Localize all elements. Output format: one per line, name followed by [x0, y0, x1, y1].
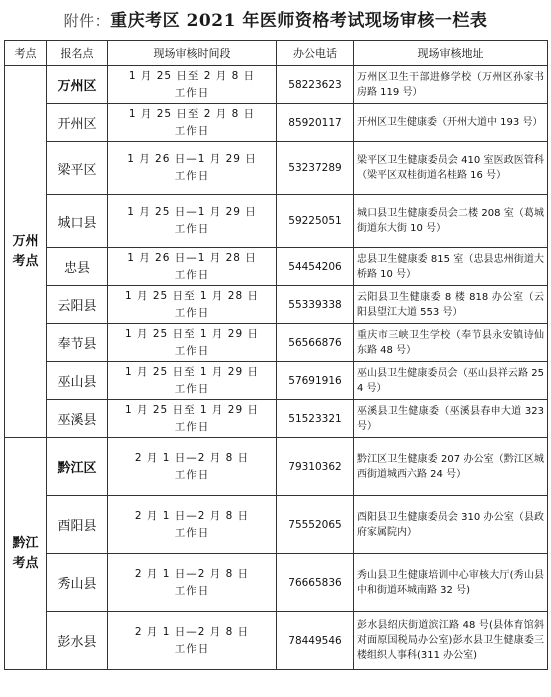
- site-cell: 城口县: [47, 195, 108, 248]
- period-cell: 2 月 1 日—2 月 8 日 工作日: [108, 554, 277, 612]
- phone-cell: 57691916: [277, 362, 354, 400]
- header-site: 报名点: [47, 41, 108, 66]
- table-row: [5, 248, 548, 286]
- header-period: 现场审核时间段: [108, 41, 277, 66]
- address-cell: 秀山县卫生健康培训中心审核大厅(秀山县中和街道环城南路 32 号): [354, 554, 548, 612]
- address-cell: 云阳县卫生健康委 8 楼 818 办公室（云阳县望江大道 553 号）: [354, 286, 548, 324]
- phone-cell: 51523321: [277, 400, 354, 438]
- header-region: 考点: [5, 41, 47, 66]
- phone-cell: 75552065: [277, 496, 354, 554]
- period-cell: 1 月 25 日至 2 月 8 日 工作日: [108, 66, 277, 104]
- table-row: [5, 438, 548, 496]
- site-cell: 奉节县: [47, 324, 108, 362]
- table-row: [5, 496, 548, 554]
- phone-cell: 79310362: [277, 438, 354, 496]
- period-cell: 1 月 25 日至 2 月 8 日 工作日: [108, 104, 277, 142]
- period-cell: 2 月 1 日—2 月 8 日 工作日: [108, 496, 277, 554]
- period-cell: 1 月 25 日至 1 月 29 日 工作日: [108, 324, 277, 362]
- phone-cell: 76665836: [277, 554, 354, 612]
- address-cell: 彭水县绍庆街道滨江路 48 号(县体育馆斜对面原国税局办公室)彭水县卫生健康委三楼组织人事科(311 办公室): [354, 612, 548, 670]
- address-cell: 城口县卫生健康委员会二楼 208 室（葛城街道东大街 10 号）: [354, 195, 548, 248]
- table-row: [5, 400, 548, 438]
- title-prefix: 附件：: [63, 12, 111, 30]
- table-row: [5, 612, 548, 670]
- review-table: [4, 40, 548, 670]
- address-cell: 巫溪县卫生健康委（巫溪县春申大道 323 号）: [354, 400, 548, 438]
- site-cell: 万州区: [47, 66, 108, 104]
- address-cell: 万州区卫生干部进修学校（万州区孙家书房路 119 号）: [354, 66, 548, 104]
- address-cell: 巫山县卫生健康委员会（巫山县祥云路 254 号）: [354, 362, 548, 400]
- period-cell: 1 月 25 日至 1 月 28 日 工作日: [108, 286, 277, 324]
- period-cell: 1 月 25 日至 1 月 29 日 工作日: [108, 362, 277, 400]
- site-cell: 巫山县: [47, 362, 108, 400]
- table-row: [5, 554, 548, 612]
- table-row: [5, 362, 548, 400]
- table-row: [5, 324, 548, 362]
- address-cell: 酉阳县卫生健康委员会 310 办公室（县政府家属院内）: [354, 496, 548, 554]
- table-row: [5, 286, 548, 324]
- header-address: 现场审核地址: [354, 41, 548, 66]
- site-cell: 酉阳县: [47, 496, 108, 554]
- period-cell: 1 月 25 日—1 月 29 日 工作日: [108, 195, 277, 248]
- phone-cell: 54454206: [277, 248, 354, 286]
- site-cell: 忠县: [47, 248, 108, 286]
- period-cell: 1 月 26 日—1 月 28 日 工作日: [108, 248, 277, 286]
- phone-cell: 58223623: [277, 66, 354, 104]
- site-cell: 巫溪县: [47, 400, 108, 438]
- period-cell: 2 月 1 日—2 月 8 日 工作日: [108, 612, 277, 670]
- phone-cell: 56566876: [277, 324, 354, 362]
- address-cell: 忠县卫生健康委 815 室（忠县忠州街道大桥路 10 号）: [354, 248, 548, 286]
- table-row: [5, 195, 548, 248]
- phone-cell: 78449546: [277, 612, 354, 670]
- site-cell: 秀山县: [47, 554, 108, 612]
- phone-cell: 53237289: [277, 142, 354, 195]
- phone-cell: 55339338: [277, 286, 354, 324]
- title-main: 重庆考区 2021 年医师资格考试现场审核一栏表: [110, 11, 488, 31]
- region-cell-wanzhou: 万州 考点: [5, 66, 47, 438]
- table-row: [5, 104, 548, 142]
- site-cell: 黔江区: [47, 438, 108, 496]
- period-cell: 2 月 1 日—2 月 8 日 工作日: [108, 438, 277, 496]
- site-cell: 梁平区: [47, 142, 108, 195]
- phone-cell: 85920117: [277, 104, 354, 142]
- table-header-row: [5, 41, 548, 66]
- period-cell: 1 月 25 日至 1 月 29 日 工作日: [108, 400, 277, 438]
- address-cell: 黔江区卫生健康委 207 办公室（黔江区城西街道城西六路 24 号）: [354, 438, 548, 496]
- site-cell: 彭水县: [47, 612, 108, 670]
- period-cell: 1 月 26 日—1 月 29 日 工作日: [108, 142, 277, 195]
- address-cell: 重庆市三峡卫生学校（奉节县永安镇诗仙东路 48 号）: [354, 324, 548, 362]
- table-row: [5, 142, 548, 195]
- site-cell: 开州区: [47, 104, 108, 142]
- address-cell: 梁平区卫生健康委员会 410 室医政医管科（梁平区双桂街道名桂路 16 号）: [354, 142, 548, 195]
- header-phone: 办公电话: [277, 41, 354, 66]
- document-title: [0, 6, 551, 31]
- region-cell-qianjiang: 黔江 考点: [5, 438, 47, 670]
- phone-cell: 59225051: [277, 195, 354, 248]
- site-cell: 云阳县: [47, 286, 108, 324]
- table-row: [5, 66, 548, 104]
- address-cell: 开州区卫生健康委（开州大道中 193 号）: [354, 104, 548, 142]
